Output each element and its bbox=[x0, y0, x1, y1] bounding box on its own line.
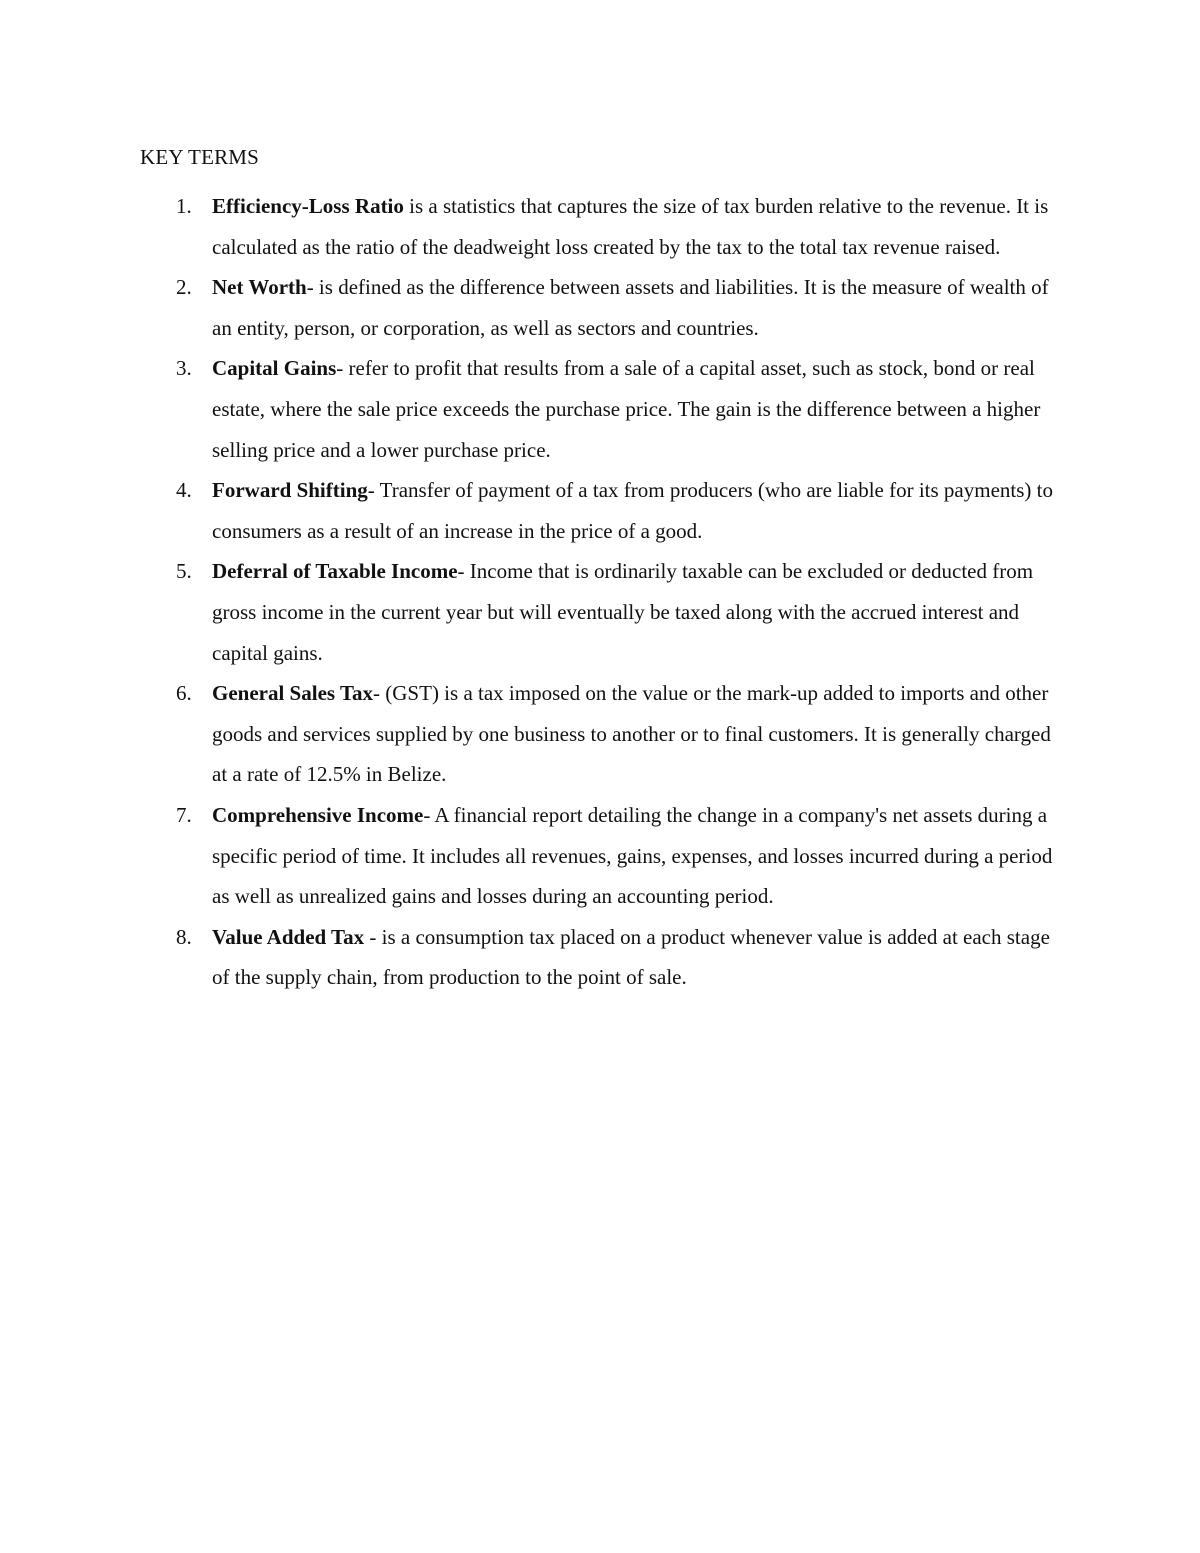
list-item-number: 1. bbox=[176, 194, 192, 218]
term-name: General Sales Tax bbox=[212, 681, 374, 706]
list-item-number: 7. bbox=[176, 802, 192, 827]
key-terms-list bbox=[0, 186, 1200, 998]
term-definition: - is defined as the difference between assets and liabilities. It is the measure of wealth of an entity, person, or corporation, as well as sectors and countries. bbox=[212, 275, 1049, 340]
term-definition: - refer to profit that results from a sale of a capital asset, such as stock, bond or real estate, where the sale price exceeds the purchase price. The gain is the difference between a higher selling price and a lower purchase price. bbox=[212, 356, 1041, 462]
list-item-number: 5. bbox=[176, 559, 192, 584]
term-definition: is a statistics that captures the size of tax burden relative to the revenue. It is calculated as the ratio of the deadweight loss created by the tax to the total tax revenue raised. bbox=[212, 194, 1049, 259]
list-item bbox=[0, 470, 1062, 551]
term-name: Forward Shifting bbox=[212, 478, 368, 503]
list-item-number: 6. bbox=[176, 681, 192, 706]
list-item bbox=[0, 673, 1062, 795]
term-definition: - is a consumption tax placed on a product whenever value is added at each stage of the supply chain, from production to the point of sale. bbox=[212, 924, 1050, 990]
list-item-number: 3. bbox=[176, 356, 192, 381]
term-definition: - (GST) is a tax imposed on the value or the mark-up added to imports and other goods and services supplied by one business to another or to final customers. It is generally charged at a rate of 12.5% in Belize. bbox=[212, 681, 1051, 787]
list-item bbox=[0, 917, 1062, 998]
list-item bbox=[0, 186, 1062, 267]
list-item bbox=[0, 267, 1062, 348]
list-item-number: 4. bbox=[176, 478, 192, 503]
term-definition: - A financial report detailing the change in a company's net assets during a specific period of time. It includes all revenues, gains, expenses, and losses incurred during a period as well as unrealized gains and losses during an accounting period. bbox=[212, 802, 1053, 909]
list-item-number: 2. bbox=[176, 275, 192, 300]
term-name: Net Worth bbox=[212, 275, 307, 300]
term-name: Capital Gains bbox=[212, 356, 337, 381]
term-definition: - Income that is ordinarily taxable can be excluded or deducted from gross income in the current year but will eventually be taxed along with the accrued interest and capital gains. bbox=[212, 559, 1034, 665]
term-name: Value Added Tax bbox=[212, 924, 365, 949]
term-name: Deferral of Taxable Income bbox=[212, 559, 458, 584]
list-item bbox=[0, 795, 1062, 917]
term-name: Comprehensive Income bbox=[212, 802, 424, 827]
term-name: Efficiency-Loss Ratio bbox=[212, 194, 404, 218]
page-title: KEY TERMS bbox=[140, 145, 260, 169]
list-item-number: 8. bbox=[176, 924, 192, 949]
list-item bbox=[0, 551, 1062, 673]
term-definition: - Transfer of payment of a tax from producers (who are liable for its payments) to consumers as a result of an increase in the price of a good. bbox=[212, 478, 1053, 543]
list-item bbox=[0, 348, 1062, 470]
